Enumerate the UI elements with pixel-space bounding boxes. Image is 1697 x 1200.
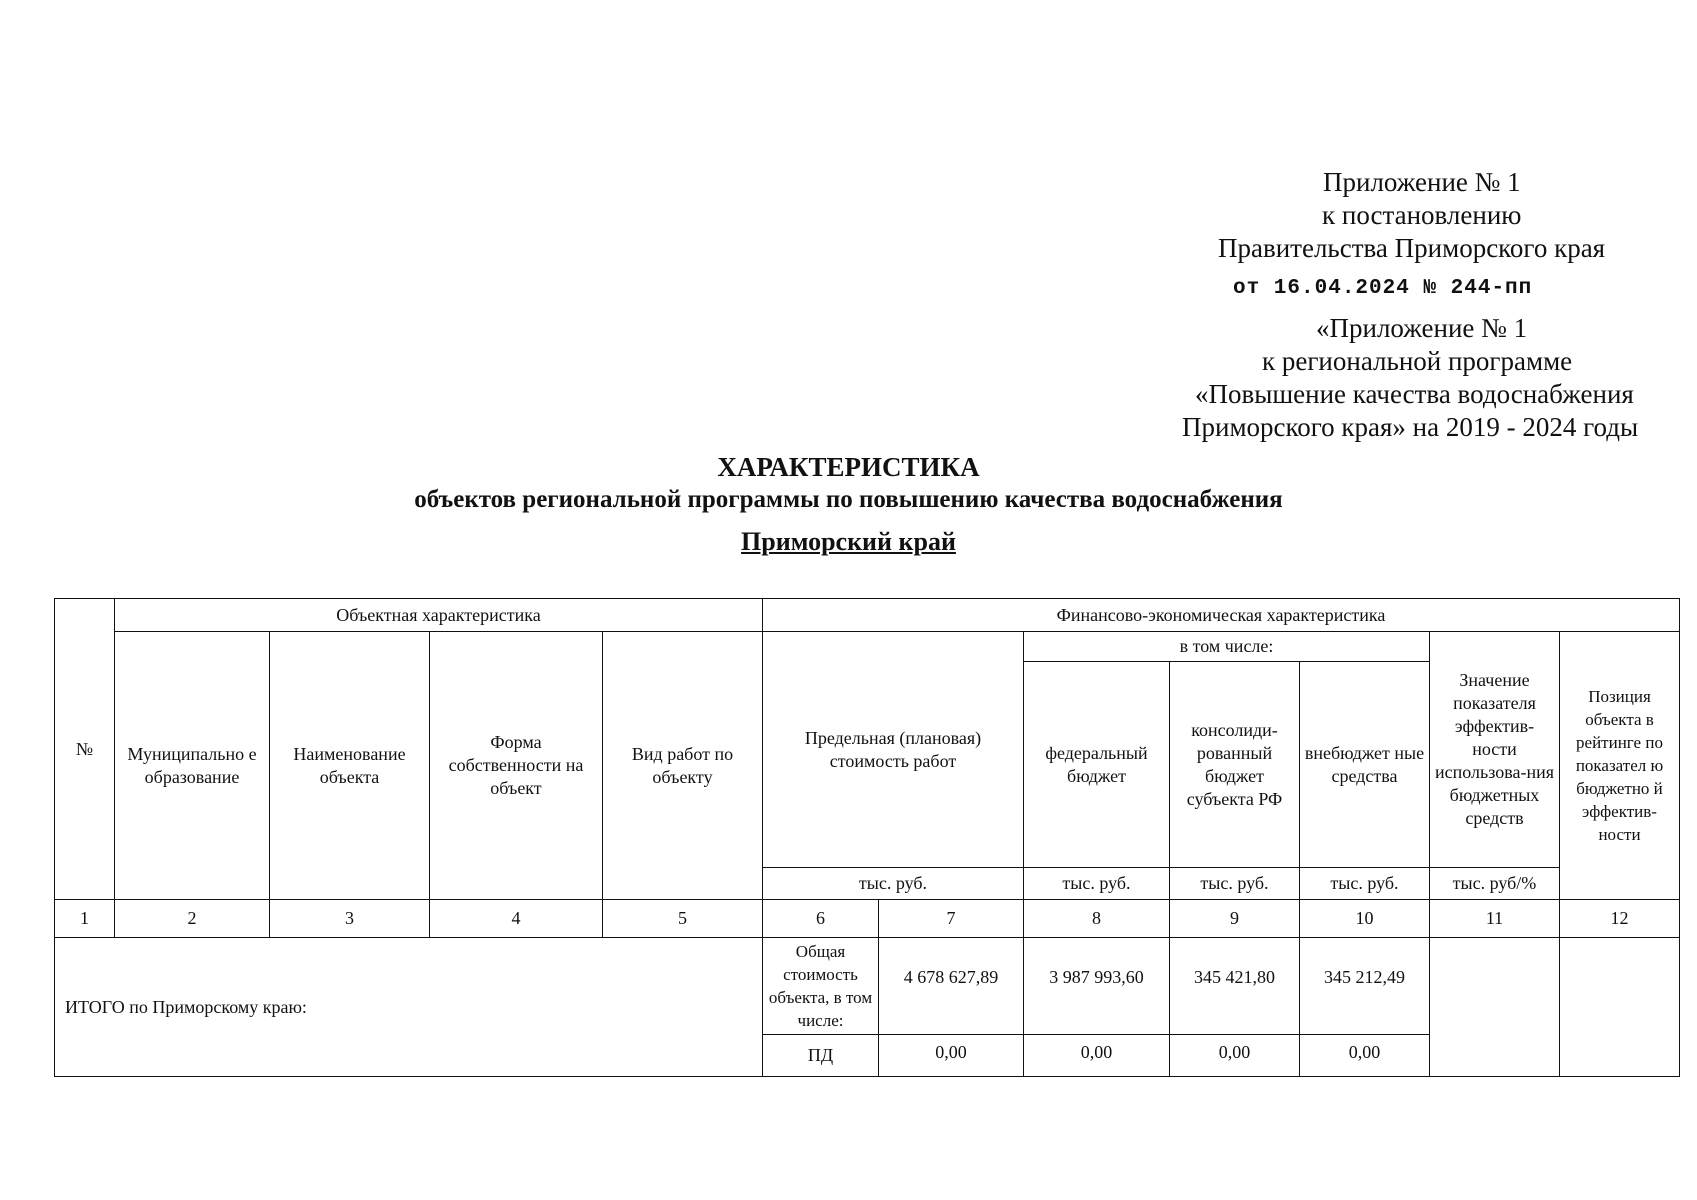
unit-consolidated: тыс. руб. bbox=[1170, 868, 1300, 900]
total-row-cost bbox=[55, 938, 1680, 1035]
col-number: 9 bbox=[1170, 900, 1300, 938]
header-federal: федеральный бюджет bbox=[1024, 662, 1170, 868]
appendix-line-5: к региональной программе bbox=[1262, 346, 1573, 376]
unit-cost: тыс. руб. bbox=[763, 868, 1024, 900]
col-number: 5 bbox=[603, 900, 763, 938]
pd-extrabudget-value: 0,00 bbox=[1300, 1035, 1430, 1077]
col-number: 10 bbox=[1300, 900, 1430, 938]
header-including: в том числе: bbox=[1024, 632, 1430, 662]
appendix-line-7: Приморского края» на 2019 - 2024 годы bbox=[1182, 412, 1639, 442]
col-number: 2 bbox=[115, 900, 270, 938]
header-work-type: Вид работ по объекту bbox=[603, 632, 763, 900]
document-subtitle: объектов региональной программы по повышению качества водоснабжения bbox=[414, 486, 1283, 513]
header-finance-characteristic: Финансово-экономическая характеристика bbox=[763, 599, 1680, 632]
total-consolidated-value: 345 421,80 bbox=[1170, 938, 1300, 1035]
unit-efficiency: тыс. руб/% bbox=[1430, 868, 1560, 900]
appendix-line-4: «Приложение № 1 bbox=[1316, 313, 1528, 343]
total-cost-value: 4 678 627,89 bbox=[879, 938, 1024, 1035]
document-title: ХАРАКТЕРИСТИКА bbox=[717, 452, 980, 482]
appendix-line-1: Приложение № 1 bbox=[1323, 167, 1521, 197]
objects-table bbox=[54, 598, 1680, 1077]
total-efficiency-value bbox=[1430, 938, 1560, 1077]
header-object-name: Наименование объекта bbox=[270, 632, 430, 900]
appendix-line-3: Правительства Приморского края bbox=[1218, 233, 1606, 263]
header-efficiency: Значение показателя эффектив-ности использова-ния бюджетных средств bbox=[1430, 632, 1560, 868]
header-max-cost: Предельная (плановая) стоимость работ bbox=[763, 632, 1024, 868]
total-rating-value bbox=[1560, 938, 1680, 1077]
col-number: 11 bbox=[1430, 900, 1560, 938]
appendix-line-2: к постановлению bbox=[1322, 200, 1522, 230]
header-number: № bbox=[55, 599, 115, 900]
col-number: 6 bbox=[763, 900, 879, 938]
col-number: 1 bbox=[55, 900, 115, 938]
header-row-1 bbox=[55, 599, 1680, 632]
total-cost-label: Общая стоимость объекта, в том числе: bbox=[763, 938, 879, 1035]
region-heading: Приморский край bbox=[741, 527, 956, 556]
header-consolidated: консолиди-рованный бюджет субъекта РФ bbox=[1170, 662, 1300, 868]
appendix-line-6: «Повышение качества водоснабжения bbox=[1195, 379, 1634, 409]
col-number: 7 bbox=[879, 900, 1024, 938]
pd-consolidated-value: 0,00 bbox=[1170, 1035, 1300, 1077]
pd-federal-value: 0,00 bbox=[1024, 1035, 1170, 1077]
total-label: ИТОГО по Приморскому краю: bbox=[55, 938, 763, 1077]
column-numbers-row bbox=[55, 900, 1680, 938]
col-number: 12 bbox=[1560, 900, 1680, 938]
col-number: 4 bbox=[430, 900, 603, 938]
pd-label: ПД bbox=[763, 1035, 879, 1077]
col-number: 8 bbox=[1024, 900, 1170, 938]
header-rating: Позиция объекта в рейтинге по показател ю бюджетно й эффектив-ности bbox=[1560, 632, 1680, 900]
header-extrabudget: внебюджет ные средства bbox=[1300, 662, 1430, 868]
header-ownership: Форма собственности на объект bbox=[430, 632, 603, 900]
col-number: 3 bbox=[270, 900, 430, 938]
registration-stamp: от 16.04.2024 № 244-пп bbox=[1233, 277, 1533, 300]
header-object-characteristic: Объектная характеристика bbox=[115, 599, 763, 632]
header-municipality: Муниципально е образование bbox=[115, 632, 270, 900]
header-row-2 bbox=[55, 632, 1680, 662]
unit-extrabudget: тыс. руб. bbox=[1300, 868, 1430, 900]
pd-cost-value: 0,00 bbox=[879, 1035, 1024, 1077]
unit-federal: тыс. руб. bbox=[1024, 868, 1170, 900]
total-federal-value: 3 987 993,60 bbox=[1024, 938, 1170, 1035]
total-extrabudget-value: 345 212,49 bbox=[1300, 938, 1430, 1035]
